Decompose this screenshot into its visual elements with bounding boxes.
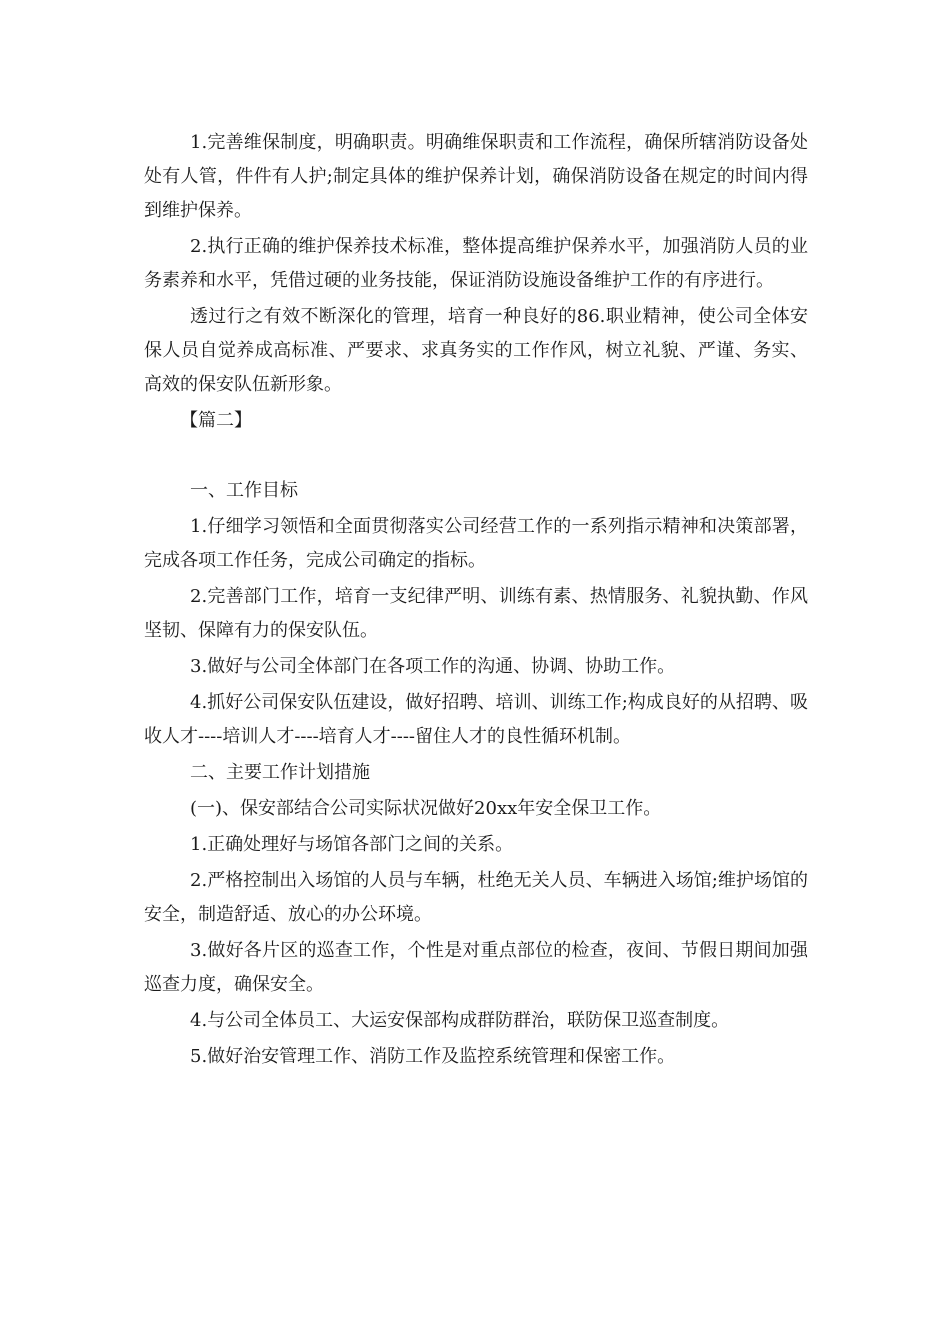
goal-item: 2.完善部门工作，培育一支纪律严明、训练有素、热情服务、礼貌执勤、作风坚韧、保障有力的保安队伍。 xyxy=(144,586,808,641)
section-title: 【篇二】 xyxy=(180,410,252,431)
measure-item: 5.做好治安管理工作、消防工作及监控系统管理和保密工作。 xyxy=(190,1046,676,1067)
measure-item: 2.严格控制出入场馆的人员与车辆，杜绝无关人员、车辆进入场馆;维护场馆的安全，制造舒适、放心的办公环境。 xyxy=(144,870,808,925)
goal-item: 4.抓好公司保安队伍建设，做好招聘、培训、训练工作;构成良好的从招聘、吸收人才----培训人才----培育人才----留住人才的良性循环机制。 xyxy=(144,692,808,747)
subheading-security-dept: (一)、保安部结合公司实际状况做好20xx年安全保卫工作。 xyxy=(190,798,662,819)
heading-work-goals: 一、工作目标 xyxy=(190,480,298,501)
measure-item: 4.与公司全体员工、大运安保部构成群防群治，联防保卫巡查制度。 xyxy=(190,1010,730,1031)
document-body xyxy=(144,126,808,1076)
paragraph-maintenance-standard: 2.执行正确的维护保养技术标准，整体提高维护保养水平，加强消防人员的业务素养和水平，凭借过硬的业务技能，保证消防设施设备维护工作的有序进行。 xyxy=(144,236,808,291)
goal-item: 3.做好与公司全体部门在各项工作的沟通、协调、协助工作。 xyxy=(190,656,676,677)
goal-item: 1.仔细学习领悟和全面贯彻落实公司经营工作的一系列指示精神和决策部署，完成各项工作任务，完成公司确定的指标。 xyxy=(144,516,808,571)
paragraph-management-summary: 透过行之有效不断深化的管理，培育一种良好的86.职业精神，使公司全体安保人员自觉养成高标准、严要求、求真务实的工作作风，树立礼貌、严谨、务实、高效的保安队伍新形象。 xyxy=(144,306,808,395)
measure-item: 1.正确处理好与场馆各部门之间的关系。 xyxy=(190,834,514,855)
paragraph-maintenance-system: 1.完善维保制度，明确职责。明确维保职责和工作流程，确保所辖消防设备处处有人管，件件有人护;制定具体的维护保养计划，确保消防设备在规定的时间内得到维护保养。 xyxy=(144,132,808,221)
heading-work-plan: 二、主要工作计划措施 xyxy=(190,762,370,783)
measure-item: 3.做好各片区的巡查工作，个性是对重点部位的检查，夜间、节假日期间加强巡查力度，确保安全。 xyxy=(144,940,808,995)
